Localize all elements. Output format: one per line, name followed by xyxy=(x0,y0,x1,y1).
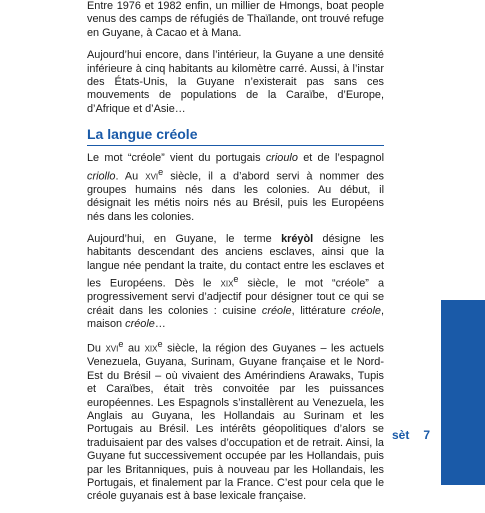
ordinal-sup: e xyxy=(233,274,239,285)
paragraph-density: Aujourd’hui encore, dans l’intérieur, la Guyane a une densité inférieure à cinq habitants au kilomètre carré. Aussi, à l’instar des États-Unis, la Guyane n’existerait pas sans ces mouvements de populations de la Caraïbe, d’Europe, d’Afrique et d’Asie… xyxy=(87,49,384,115)
italic-term: crioulo xyxy=(265,152,298,165)
text-span: désigne les habitants descendant des anciens esclaves, ainsi que la langue née pendant la traite, du contact entre les esclaves et les Européens. Dès le xyxy=(87,232,385,290)
text-span: , littérature xyxy=(291,304,352,317)
paragraph-hmongs: Entre 1976 et 1982 enfin, un millier de Hmongs, boat people venus des camps de réfugiés de Thaïlande, ont trouvé refuge en Guyane, à Cacao et à Mana. xyxy=(87,0,384,39)
page-number: 7 xyxy=(423,428,430,442)
ordinal-sup: e xyxy=(118,339,124,350)
italic-term: créole xyxy=(351,304,381,317)
text-span: au xyxy=(123,343,145,355)
text-span: Du xyxy=(87,343,106,355)
section-heading: La langue créole xyxy=(87,125,384,146)
page-number-word: sèt xyxy=(391,428,410,442)
page-footer xyxy=(305,428,430,442)
text-span: siècle, le mot “créole” a progressivement servi d’adjectif pour désigner tout ce qui se créait dans les colonies : cuisine xyxy=(87,277,384,317)
paragraph-etymology xyxy=(87,152,384,224)
text-span: Le mot “créole” vient du portugais xyxy=(87,152,266,165)
italic-term: créole xyxy=(261,304,292,317)
paragraph-guyanes xyxy=(87,338,384,504)
italic-term: créole xyxy=(125,317,155,330)
century-numeral: xix xyxy=(220,277,234,290)
text-span: … xyxy=(154,317,166,330)
chapter-tab xyxy=(441,300,485,485)
italic-term: criollo xyxy=(87,170,116,183)
century-numeral: xix xyxy=(144,343,158,355)
century-numeral: xvi xyxy=(105,343,119,355)
bold-term: kréyòl xyxy=(281,232,314,245)
paragraph-kreyol xyxy=(87,233,384,331)
century-numeral: xvi xyxy=(145,170,159,183)
text-span: . Au xyxy=(115,170,146,183)
text-span: siècle, il a d’abord servi à nommer des groupes humains nés dans les colonies. Au début, il désignait les métis noirs nés au Brésil, puis les Européens nés dans les colonies. xyxy=(87,170,384,223)
ordinal-sup: e xyxy=(157,339,163,350)
text-span: et de l’espagnol xyxy=(297,152,384,165)
text-span: siècle, la région des Guyanes – les actuels Venezuela, Guyana, Surinam, Guyane française et le Nord-Est du Brésil – où vivaient des Amérindiens Arawaks, Tupis et Caraïbes, était très convoitée par les puissances européennes. Les Espagnols s’installèrent au Venezuela, les Anglais au Guyana, les Hollandais au Surinam et les Portugais au Brésil. Les intérêts géopolitiques d’alors se traduisaient par des valses d’occupation et de retrait. Ainsi, la Guyane fut successivement occupée par les Hollandais, puis par les Britanniques, puis à nouveau par les Hollandais, les Portugais, et finalement par la France. C’est pour cela que le créole guyanais est à base lexicale française. xyxy=(87,343,384,503)
text-span: Aujourd’hui, en Guyane, le terme xyxy=(87,232,282,245)
text-span: , maison xyxy=(87,304,384,330)
ordinal-sup: e xyxy=(158,166,164,177)
